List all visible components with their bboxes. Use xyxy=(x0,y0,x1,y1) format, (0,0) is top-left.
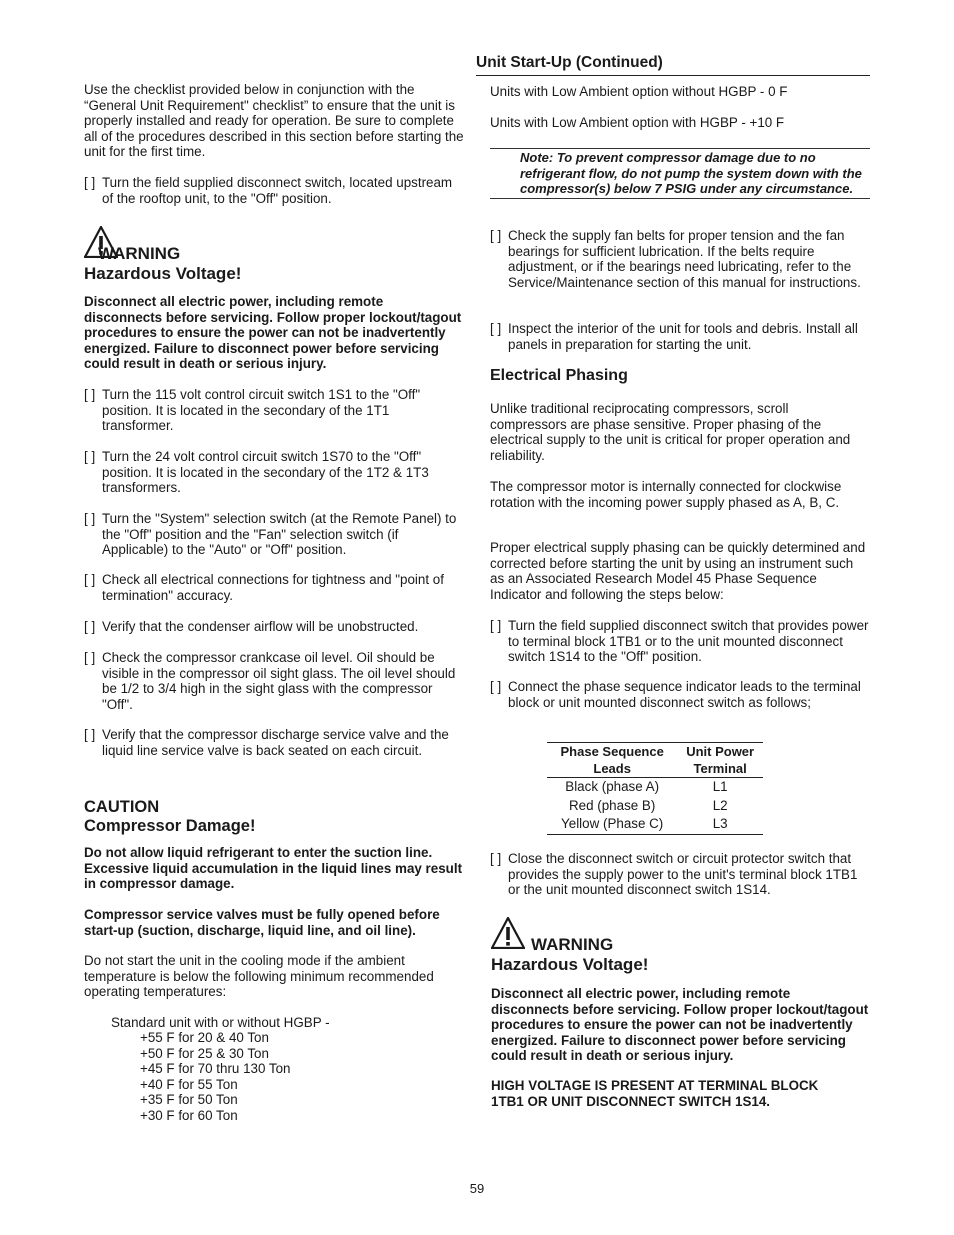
caution-body-2: Compressor service valves must be fully opened before start-up (suction, discharge, liquid line, and oil line). xyxy=(84,907,440,938)
checkbox-mark: [ ] xyxy=(490,851,502,866)
checkbox-mark: [ ] xyxy=(84,572,96,587)
warning-label: WARNING xyxy=(531,935,614,954)
warning-triangle-icon xyxy=(491,917,525,949)
low-ambient-without-hgbp: Units with Low Ambient option without HGBP - 0 F xyxy=(490,84,788,99)
checklist-item xyxy=(84,449,464,496)
checkbox-mark: [ ] xyxy=(490,321,502,336)
phasing-step-1 xyxy=(490,618,870,665)
compressor-note: Note: To prevent compressor damage due to no refrigerant flow, do not pump the system down with the compressor(s) below 7 PSIG under any circumstance. xyxy=(490,148,870,199)
table-cell: L2 xyxy=(712,797,728,813)
warning-body: Disconnect all electric power, including remote disconnects before servicing. Follow proper lockout/tagout procedures to ensure the power can not be inadvertently energized. Failure to disconnect power before servicing could result in death or serious injury. xyxy=(84,294,462,371)
table-header: Leads xyxy=(547,760,677,778)
checklist-item-text: Verify that the compressor discharge service valve and the liquid line service valve is back seated on each circuit. xyxy=(102,727,449,758)
table-header: Phase Sequence xyxy=(547,743,677,761)
checklist-item-text: Check the supply fan belts for proper tension and the fan bearings for sufficient lubrication. If the belts require adjustment, or if the bearings need lubricating, refer to the Service/Maintenance section of this manual for instructions. xyxy=(508,228,861,290)
checklist-item-disconnect xyxy=(84,175,464,206)
checkbox-mark: [ ] xyxy=(84,449,96,464)
checklist-item-text: Connect the phase sequence indicator leads to the terminal block or unit mounted disconnect switch as follows; xyxy=(508,679,861,710)
phasing-step-2 xyxy=(490,679,870,710)
temperature-item: +40 F for 55 Ton xyxy=(140,1076,238,1092)
checklist-item-text: Turn the "System" selection switch (at the Remote Panel) to the "Off" position and the "Fan" selection switch (if Applicable) to the "Auto" or "Off" position. xyxy=(102,511,457,557)
section-title: Unit Start-Up (Continued) xyxy=(476,54,870,76)
checklist-item-belts xyxy=(490,228,870,290)
table-cell: Black (phase A) xyxy=(565,779,660,794)
warning-title: Hazardous Voltage! xyxy=(84,264,242,283)
temperature-item: +50 F for 25 & 30 Ton xyxy=(140,1045,269,1061)
page-number: 59 xyxy=(469,1181,485,1196)
checkbox-mark: [ ] xyxy=(84,650,96,665)
checkbox-mark: [ ] xyxy=(84,387,96,402)
warning-label: WARNING xyxy=(98,244,181,263)
checklist-item xyxy=(84,619,464,635)
caution-title: Compressor Damage! xyxy=(84,817,256,835)
warning-title: Hazardous Voltage! xyxy=(491,955,649,974)
checkbox-mark: [ ] xyxy=(84,619,96,634)
checklist-item-text: Close the disconnect switch or circuit protector switch that provides the supply power to the unit's terminal block 1TB1 or the unit mounted disconnect switch 1S14. xyxy=(508,851,858,897)
warning-block-1 xyxy=(84,226,464,286)
checkbox-mark: [ ] xyxy=(84,727,96,742)
table-cell: L1 xyxy=(712,779,728,794)
checklist-item-text: Check all electrical connections for tightness and "point of termination" accuracy. xyxy=(102,572,444,603)
checklist-item xyxy=(84,572,464,603)
temperature-item: +35 F for 50 Ton xyxy=(140,1092,238,1107)
checkbox-mark: [ ] xyxy=(490,679,502,694)
checklist-item xyxy=(84,650,464,712)
checklist-item-text: Turn the 24 volt control circuit switch 1S70 to the "Off" position. It is located in the secondary of the 1T2 & 1T3 transformers. xyxy=(102,449,429,495)
temperature-list xyxy=(140,1030,440,1123)
checkbox-mark: [ ] xyxy=(490,618,502,633)
checklist-item xyxy=(84,511,464,558)
checklist-item-text: Turn the 115 volt control circuit switch 1S1 to the "Off" position. It is located in the secondary of the 1T1 transformer. xyxy=(102,387,421,433)
table-header: Terminal xyxy=(677,760,763,778)
phase-sequence-table xyxy=(547,742,763,835)
table-row xyxy=(547,797,763,816)
temperature-item: +30 F for 60 Ton xyxy=(140,1107,238,1123)
temperature-item: +45 F for 70 thru 130 Ton xyxy=(140,1061,291,1076)
checklist-item xyxy=(84,387,464,434)
table-cell: Red (phase B) xyxy=(568,797,656,813)
high-voltage-notice: HIGH VOLTAGE IS PRESENT AT TERMINAL BLOCK 1TB1 OR UNIT DISCONNECT SWITCH 1S14. xyxy=(491,1078,819,1109)
checklist-item xyxy=(84,727,464,758)
caution-label: CAUTION xyxy=(84,798,160,816)
ambient-intro: Do not start the unit in the cooling mode if the ambient temperature is below the following minimum recommended operating temperatures: xyxy=(84,953,434,999)
checklist-item-text: Inspect the interior of the unit for tools and debris. Install all panels in preparation for starting the unit. xyxy=(508,321,858,352)
caution-body-1: Do not allow liquid refrigerant to enter the suction line. Excessive liquid accumulation in the liquid lines may result in compressor damage. xyxy=(84,845,463,891)
low-ambient-with-hgbp: Units with Low Ambient option with HGBP - +10 F xyxy=(490,115,785,130)
phasing-step-3 xyxy=(490,851,870,898)
temperature-item: +55 F for 20 & 40 Ton xyxy=(140,1030,269,1045)
phasing-paragraph-2: The compressor motor is internally connected for clockwise rotation with the incoming power supply phased as A, B, C. xyxy=(490,479,842,510)
phasing-paragraph-3: Proper electrical supply phasing can be quickly determined and corrected before starting the unit by using an instrument such as an Associated Research Model 45 Phase Sequence Indicator and following the steps below: xyxy=(490,540,866,602)
checklist-item-text: Turn the field supplied disconnect switch, located upstream of the rooftop unit, to the "Off" position. xyxy=(102,175,453,206)
phasing-paragraph-1: Unlike traditional reciprocating compressors, scroll compressors are phase sensitive. Proper phasing of the electrical supply to the unit is critical for proper operation and reliability. xyxy=(490,401,851,463)
checkbox-mark: [ ] xyxy=(84,511,96,526)
table-cell: Yellow (Phase C) xyxy=(547,815,677,834)
standard-unit-label: Standard unit with or without HGBP - xyxy=(111,1015,330,1030)
table-row xyxy=(547,778,763,797)
checklist-item-interior xyxy=(490,321,870,352)
warning-block-2 xyxy=(491,917,871,977)
checklist-item-text: Turn the field supplied disconnect switch that provides power to terminal block 1TB1 or to the unit mounted disconnect switch 1S14 to the "Off" position. xyxy=(508,618,869,664)
table-row xyxy=(547,815,763,834)
table-header: Unit Power xyxy=(677,743,763,761)
electrical-phasing-heading: Electrical Phasing xyxy=(490,367,628,384)
checkbox-mark: [ ] xyxy=(84,175,96,190)
table-cell: L3 xyxy=(677,815,763,834)
intro-paragraph: Use the checklist provided below in conjunction with the “General Unit Requirement" checklist” to ensure that the unit is properly installed and ready for operation. Be sure to complete all of the procedures described in this section before starting the unit for the first time. xyxy=(84,82,464,159)
checklist-item-text: Check the compressor crankcase oil level. Oil should be visible in the compressor oil sight glass. The oil level should be 1/2 to 3/4 high in the sight glass with the compressor "Off". xyxy=(102,650,456,712)
checklist-item-text: Verify that the condenser airflow will be unobstructed. xyxy=(102,619,419,634)
warning-body: Disconnect all electric power, including remote disconnects before servicing. Follow proper lockout/tagout procedures to ensure the power can not be inadvertently energized. Failure to disconnect power before servicing could result in death or serious injury. xyxy=(491,986,869,1063)
checkbox-mark: [ ] xyxy=(490,228,502,243)
